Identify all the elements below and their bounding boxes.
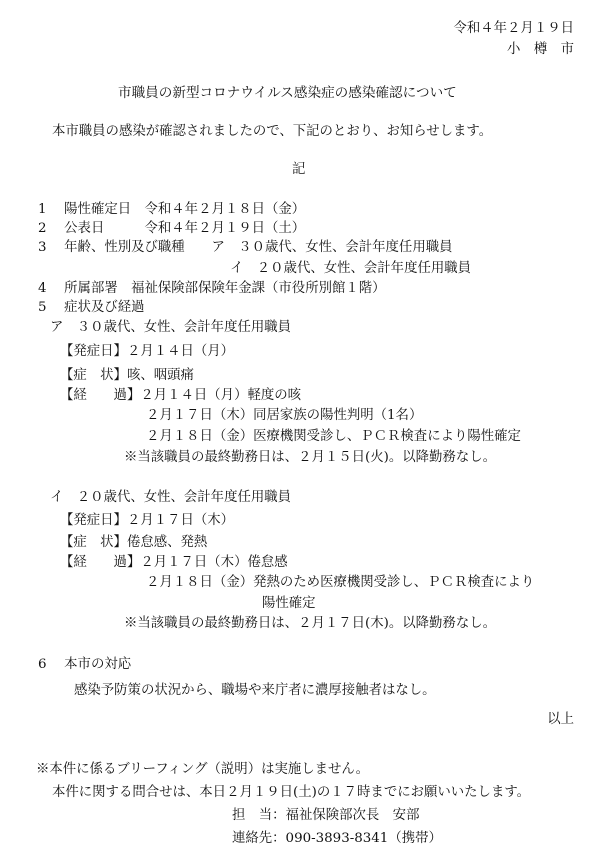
item-department: 4 所属部署 福祉保険部保険年金課（市役所別館１階） <box>38 281 386 296</box>
contact-phone: 連絡先：090-3893-8341（携帯） <box>232 831 442 846</box>
item-age-gender-job-b: イ ２０歳代、女性、会計年度任用職員 <box>230 261 472 276</box>
item-symptoms-course: 5 症状及び経過 <box>38 300 145 315</box>
case-a-course-1: 【経 過】２月１４日（月）軽度の咳 <box>60 388 302 403</box>
contact-person: 担 当：福祉保険部次長 安部 <box>232 808 420 823</box>
case-b-course-2: ２月１８日（金）発熱のため医療機関受診し、ＰＣＲ検査により <box>146 575 535 590</box>
ki-heading: 記 <box>292 162 306 177</box>
closing-mark: 以上 <box>547 712 574 727</box>
case-b-heading: イ ２０歳代、女性、会計年度任用職員 <box>50 490 292 505</box>
briefing-note: ※本件に係るブリーフィング（説明）は実施しません。 <box>36 762 370 777</box>
case-a-heading: ア ３０歳代、女性、会計年度任用職員 <box>50 320 292 335</box>
item-announce-date: 2 公表日 令和４年２月１９日（土） <box>38 221 306 236</box>
intro-text: 本市職員の感染が確認されましたので、下記のとおり、お知らせします。 <box>52 124 493 139</box>
case-a-note: ※当該職員の最終勤務日は、２月１５日(火)。以降勤務なし。 <box>124 450 496 465</box>
item-age-gender-job: 3 年齢、性別及び職種 ア ３０歳代、女性、会計年度任用職員 <box>38 240 453 255</box>
case-a-course-3: ２月１８日（金）医療機関受診し、ＰＣＲ検査により陽性確定 <box>146 429 521 444</box>
inquiry-note: 本件に関する問合せは、本日２月１９日(土)の１７時までにお願いいたします。 <box>52 785 531 800</box>
response-body: 感染予防策の状況から、職場や来庁者に濃厚接触者はなし。 <box>74 683 436 698</box>
response-heading: 6 本市の対応 <box>38 657 132 672</box>
release-date: 令和４年２月１９日 <box>453 21 574 36</box>
document-title: 市職員の新型コロナウイルス感染症の感染確認について <box>118 85 457 101</box>
case-b-note: ※当該職員の最終勤務日は、２月１７日(木)。以降勤務なし。 <box>124 616 496 631</box>
case-b-course-1: 【経 過】２月１７日（木）倦怠感 <box>60 555 288 570</box>
case-a-onset: 【発症日】２月１４日（月） <box>60 344 235 359</box>
case-b-onset: 【発症日】２月１７日（木） <box>60 513 235 528</box>
item-positive-date: 1 陽性確定日 令和４年２月１８日（金） <box>38 202 306 217</box>
case-a-symptoms: 【症 状】咳、咽頭痛 <box>60 368 194 383</box>
case-b-symptoms: 【症 状】倦怠感、発熱 <box>60 535 208 550</box>
case-a-course-2: ２月１７日（木）同居家族の陽性判明（1名） <box>146 408 423 423</box>
issuer-name: 小 樽 市 <box>507 42 574 57</box>
case-b-course-2b: 陽性確定 <box>262 596 316 611</box>
